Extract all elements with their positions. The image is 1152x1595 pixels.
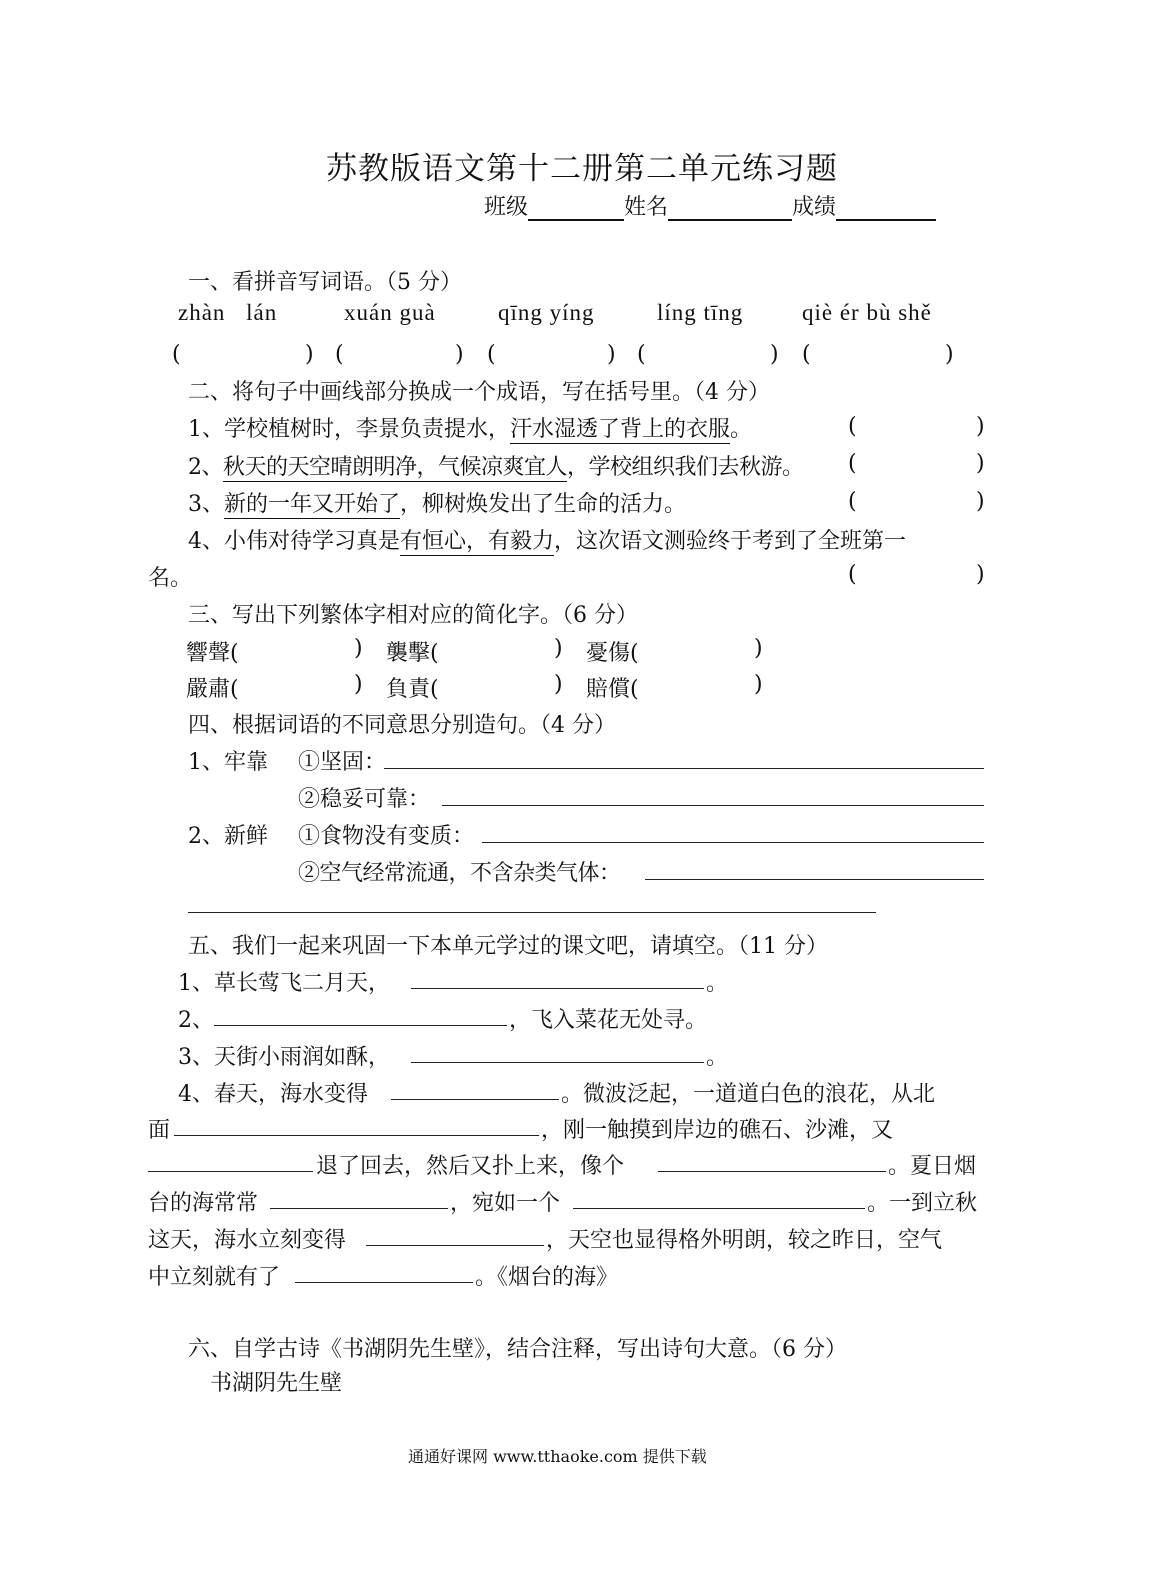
s4-word-2-meaning-b: ②空气经常流通，不含杂类气体： xyxy=(298,861,621,886)
s5-p10: 这天，海水立刻变得 xyxy=(148,1228,347,1253)
s4-word-2-meaning-a: ①食物没有变质： xyxy=(298,824,475,849)
s2-q3-bracket-close: ) xyxy=(976,489,985,514)
s2-q4-bracket[interactable]: ( xyxy=(848,562,857,587)
trad-word-6: 賠償( xyxy=(586,677,639,702)
class-label: 班级 xyxy=(484,195,529,220)
answer-bracket-1-close: ) xyxy=(305,342,314,367)
s4-w2b-line[interactable] xyxy=(645,879,984,880)
s5-q1-line[interactable] xyxy=(411,988,704,989)
trad-word-5-close: ) xyxy=(554,672,563,697)
score-label: 成绩 xyxy=(792,195,837,220)
s4-word-1: 1、牢靠 xyxy=(188,750,268,775)
s5-p-line-5[interactable] xyxy=(270,1208,448,1209)
s4-w1a-line[interactable] xyxy=(384,768,984,769)
pinyin-1: zhàn lán xyxy=(178,300,278,325)
s4-w1b-line[interactable] xyxy=(442,805,984,806)
trad-word-6-close: ) xyxy=(754,672,763,697)
section-3-heading: 三、写出下列繁体字相对应的简化字。（6 分） xyxy=(188,603,638,628)
s2-q2-bracket[interactable]: ( xyxy=(848,451,857,476)
s2-question-1: 1、学校植树时，李景负责提水，汗水湿透了背上的衣服。 xyxy=(188,417,753,442)
s5-question-1: 1、草长莺飞二月天， xyxy=(178,971,390,996)
s5-p11: ，天空也显得格外明朗，较之昨日，空气 xyxy=(546,1228,943,1253)
s5-p-line-3[interactable] xyxy=(148,1171,313,1172)
s2-q2-bracket-close: ) xyxy=(976,451,985,476)
pinyin-2: xuán guà xyxy=(344,300,436,325)
answer-bracket-3-close: ) xyxy=(607,342,616,367)
s5-p-line-4[interactable] xyxy=(658,1171,886,1172)
pinyin-5: qiè ér bù shě xyxy=(802,300,932,325)
s4-w2a-line[interactable] xyxy=(482,842,984,843)
answer-bracket-5-close: ) xyxy=(945,342,954,367)
s5-q2-line[interactable] xyxy=(214,1025,507,1026)
s5-p8: ，宛如一个 xyxy=(450,1191,561,1216)
s2-question-4-cont: 名。 xyxy=(148,566,193,591)
footer-text: 通通好课网 www.tthaoke.com 提供下载 xyxy=(408,1447,707,1466)
s5-p5: 退了回去，然后又扑上来，像个 xyxy=(316,1154,625,1179)
s5-p-line-1[interactable] xyxy=(391,1099,559,1100)
s5-p7: 台的海常常 xyxy=(148,1191,259,1216)
s4-word-1-meaning-b: ②稳妥可靠： xyxy=(298,787,431,812)
section-6-heading: 六、自学古诗《书湖阴先生壁》，结合注释，写出诗句大意。（6 分） xyxy=(188,1337,847,1362)
page-title: 苏教版语文第十二册第二单元练习题 xyxy=(326,151,838,187)
s5-question-2-post: ，飞入菜花无处寻。 xyxy=(509,1008,708,1033)
trad-word-3-close: ) xyxy=(754,636,763,661)
section-5-heading: 五、我们一起来巩固一下本单元学过的课文吧，请填空。（11 分） xyxy=(188,934,828,959)
s5-p6: 。夏日烟 xyxy=(888,1154,977,1179)
score-blank[interactable] xyxy=(836,195,936,221)
s2-q1-bracket-close: ) xyxy=(976,414,985,439)
s2-question-4: 4、小伟对待学习真是有恒心，有毅力，这次语文测验终于考到了全班第一 xyxy=(188,529,907,554)
trad-word-5: 負責( xyxy=(386,677,439,702)
s5-p-line-8[interactable] xyxy=(295,1282,473,1283)
s5-p4: ，刚一触摸到岸边的礁石、沙滩，又 xyxy=(541,1118,894,1143)
s5-question-2-pre: 2、 xyxy=(178,1008,214,1033)
trad-word-4-close: ) xyxy=(354,672,363,697)
s5-p9: 。一到立秋 xyxy=(867,1191,978,1216)
s2-q1-bracket[interactable]: ( xyxy=(848,414,857,439)
name-label: 姓名 xyxy=(624,195,669,220)
s2-q4-bracket-close: ) xyxy=(976,562,985,587)
s5-q3-line[interactable] xyxy=(411,1062,704,1063)
section-1-heading: 一、看拼音写词语。（5 分） xyxy=(188,270,462,295)
name-blank[interactable] xyxy=(668,195,792,221)
s5-q3-end: 。 xyxy=(706,1045,729,1070)
s4-w2b-line-2[interactable] xyxy=(188,912,876,913)
trad-word-2: 襲擊( xyxy=(386,641,439,666)
pinyin-3: qīng yíng xyxy=(498,300,595,325)
trad-word-3: 憂傷( xyxy=(586,641,639,666)
answer-bracket-5[interactable]: ( xyxy=(802,342,811,367)
section-2-heading: 二、将句子中画线部分换成一个成语，写在括号里。（4 分） xyxy=(188,380,770,405)
answer-bracket-3[interactable]: ( xyxy=(487,342,496,367)
answer-bracket-1[interactable]: ( xyxy=(172,342,181,367)
s5-p13: 。《烟台的海》 xyxy=(475,1265,619,1290)
s4-word-1-meaning-a: ①坚固： xyxy=(298,750,387,775)
answer-bracket-2[interactable]: ( xyxy=(335,342,344,367)
poem-title: 书湖阴先生壁 xyxy=(210,1371,343,1396)
s5-p3: 面 xyxy=(148,1118,171,1143)
student-info xyxy=(484,190,936,221)
trad-word-4: 嚴肅( xyxy=(186,677,239,702)
trad-word-1: 響聲( xyxy=(186,641,239,666)
s2-q3-bracket[interactable]: ( xyxy=(848,489,857,514)
s5-p12: 中立刻就有了 xyxy=(148,1265,281,1290)
answer-bracket-2-close: ) xyxy=(455,342,464,367)
s5-p-line-2[interactable] xyxy=(174,1135,539,1136)
s5-p-line-6[interactable] xyxy=(573,1208,865,1209)
trad-word-1-close: ) xyxy=(354,636,363,661)
s2-question-3: 3、新的一年又开始了，柳树焕发出了生命的活力。 xyxy=(188,492,687,517)
s5-p2: 。微波泛起，一道道白色的浪花，从北 xyxy=(561,1082,936,1107)
s5-p-line-7[interactable] xyxy=(366,1245,544,1246)
s5-question-3: 3、天街小雨润如酥， xyxy=(178,1045,390,1070)
pinyin-4: líng tīng xyxy=(657,300,744,325)
class-blank[interactable] xyxy=(528,195,624,221)
s5-p1: 4、春天，海水变得 xyxy=(178,1082,368,1107)
s5-q1-end: 。 xyxy=(706,971,729,996)
answer-bracket-4[interactable]: ( xyxy=(637,342,646,367)
s4-word-2: 2、新鲜 xyxy=(188,824,268,849)
answer-bracket-4-close: ) xyxy=(770,342,779,367)
s2-question-2: 2、秋天的天空晴朗明净，气候凉爽宜人，学校组织我们去秋游。 xyxy=(188,455,804,480)
section-4-heading: 四、根据词语的不同意思分别造句。（4 分） xyxy=(188,713,616,738)
trad-word-2-close: ) xyxy=(554,636,563,661)
